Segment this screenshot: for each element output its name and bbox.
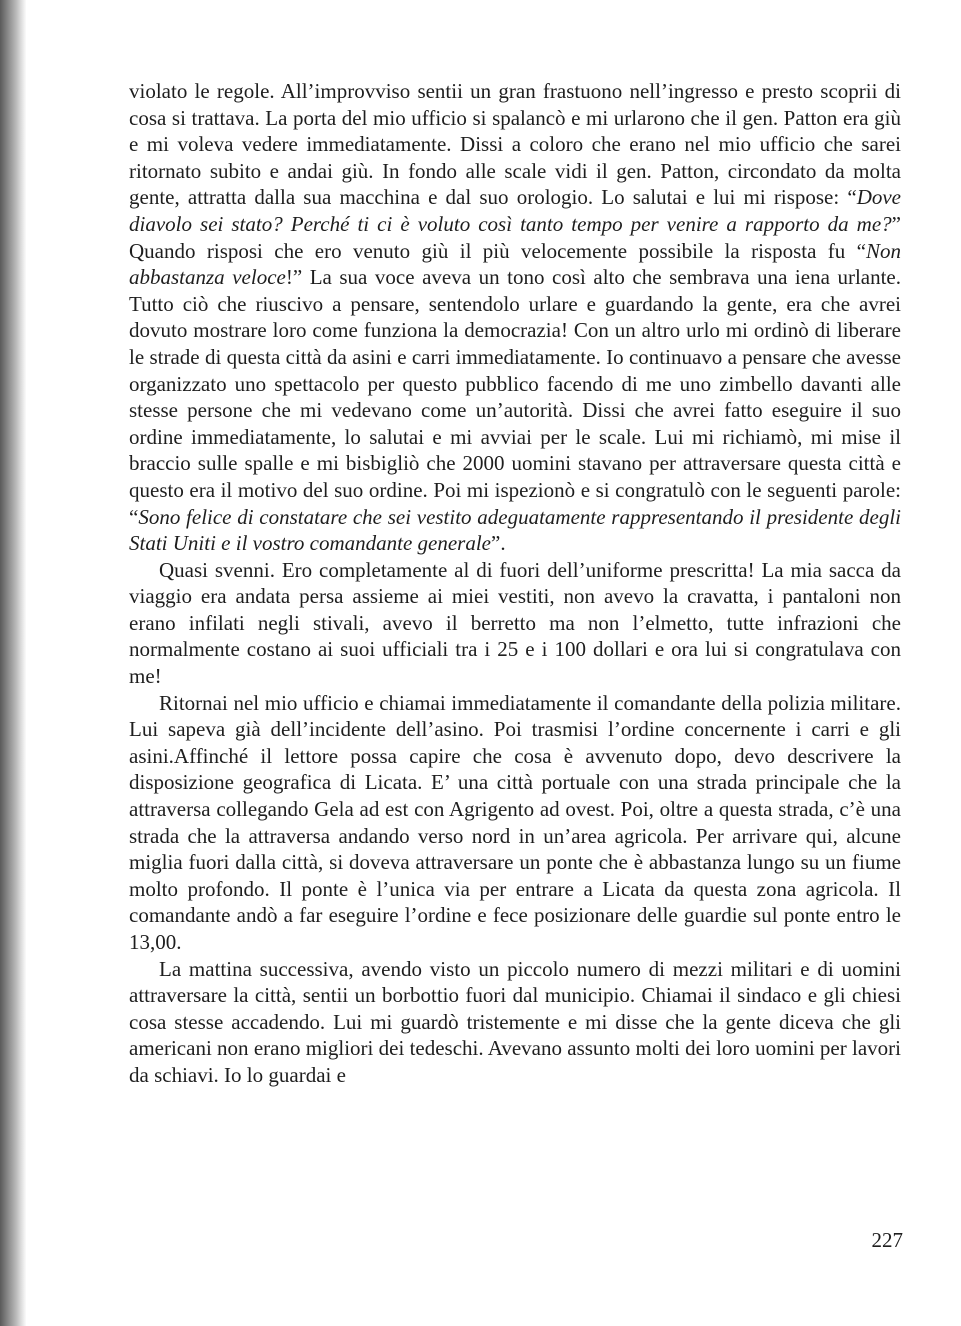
text-run: La mattina successiva, avendo visto un piccolo numero di mezzi militari e di uomini attraversare la città, sentii un borbottio fuori dal municipio. Chiamai il sindaco e gli chiesi cosa stesse accadendo. Lui mi guardò tristemente e mi disse che la gente diceva che gli americani non erano migliori dei tedeschi. Avevano assunto molti dei loro uomini per lavori da schiavi. Io lo guardai e — [129, 956, 901, 1087]
text-run: !” La sua voce aveva un tono così alto che sembrava una iena urlante. Tutto ciò che riuscivo a pensare, sentendolo urlare e guardando la gente, era che avrei dovuto mostrare loro come funziona la democrazia! Con un altro urlo mi ordinò di liberare le strade di questa città da asini e carri immediatamente. Io continuavo a pensare che avesse organizzato uno spettacolo per questo pubblico facendo di me uno zimbello davanti alle stesse persone che mi vedevano come un’autorità. Dissi che avrei fatto eseguire il suo ordine immediatamente, lo salutai e mi avviai per le scale. Lui mi richiamò, mi mise il braccio sulle spalle e mi bisbigliò che 2000 uomini stavano per attraversare questa città e questo era il motivo del suo ordine. Poi mi ispezionò e si congratulò con le seguenti parole: “ — [129, 265, 902, 529]
text-run: violato le regole. All’improvviso sentii un gran frastuono nell’ingresso e presto scoprii di cosa si trattava. La porta del mio ufficio si spalancò e mi urlarono che il gen. Patton era giù e mi voleva vedere immediatamente. Dissi a coloro che erano nel mio ufficio che sarei ritornato subito e andai giù. In fondo alle scale vidi il gen. Patton, circondato da molta gente, attratta dalla sua macchina e dal suo orologio. Lo salutai e lui mi rispose: “ — [129, 79, 901, 210]
text-run: ”. — [491, 531, 506, 556]
text-run: Ritornai nel mio ufficio e chiamai immediatamente il comandante della polizia militare. Lui sapeva già dell’incidente dell’asino. Poi trasmisi l’ordine concernente i carri e gli asini.Affinché il lettore possa capire che cosa è avvenuto dopo, devo descrivere la disposizione geografica di Licata. E’ una città portuale con una strada principale che la attraversa collegando Gela ad est con Agrigento ad ovest. Poi, oltre a questa strada, c’è una strada che la attraversa andando verso nord in un’area agricola. Per arrivare qui, alcune miglia fuori dalla città, si doveva attraversare un ponte che è abbastanza lungo su un fiume molto profondo. Il ponte è l’unica via per entrare a Licata da questa zona agricola. Il comandante andò a far eseguire l’ordine e fece posizionare delle guardie sul ponte entro le 13,00. — [129, 690, 901, 954]
paragraph — [129, 690, 901, 956]
paragraph — [129, 956, 901, 1089]
paragraph — [129, 78, 901, 557]
italic-quote: Dove diavolo sei stato? Perché ti ci è voluto così tanto tempo per venire a rapporto da me? — [129, 185, 901, 236]
italic-quote: Sono felice di constatare che sei vestito adeguatamente rappresentando il presidente degli Stati Uniti e il vostro comandante generale — [129, 504, 901, 556]
italic-quote: Non abbastanza veloce — [129, 238, 901, 290]
page-binding-shadow — [0, 0, 26, 1326]
paragraph — [129, 557, 901, 690]
page-number: 227 — [871, 1228, 903, 1252]
text-run: Quasi svenni. Ero completamente al di fuori dell’uniforme prescritta! La mia sacca da viaggio era andata persa assieme ai miei vestiti, non avevo la cravatta, i pantaloni non erano infilati negli stivali, avevo il berretto ma non l’elmetto, tutte infrazioni che normalmente costano ai suoi ufficiali tra i 25 e i 100 dollari e ora lui si congratulava con me! — [129, 557, 901, 689]
page-body-text — [129, 78, 901, 1089]
text-run: ” Quando risposi che ero venuto giù il più velocemente possibile la risposta fu “ — [129, 211, 901, 263]
